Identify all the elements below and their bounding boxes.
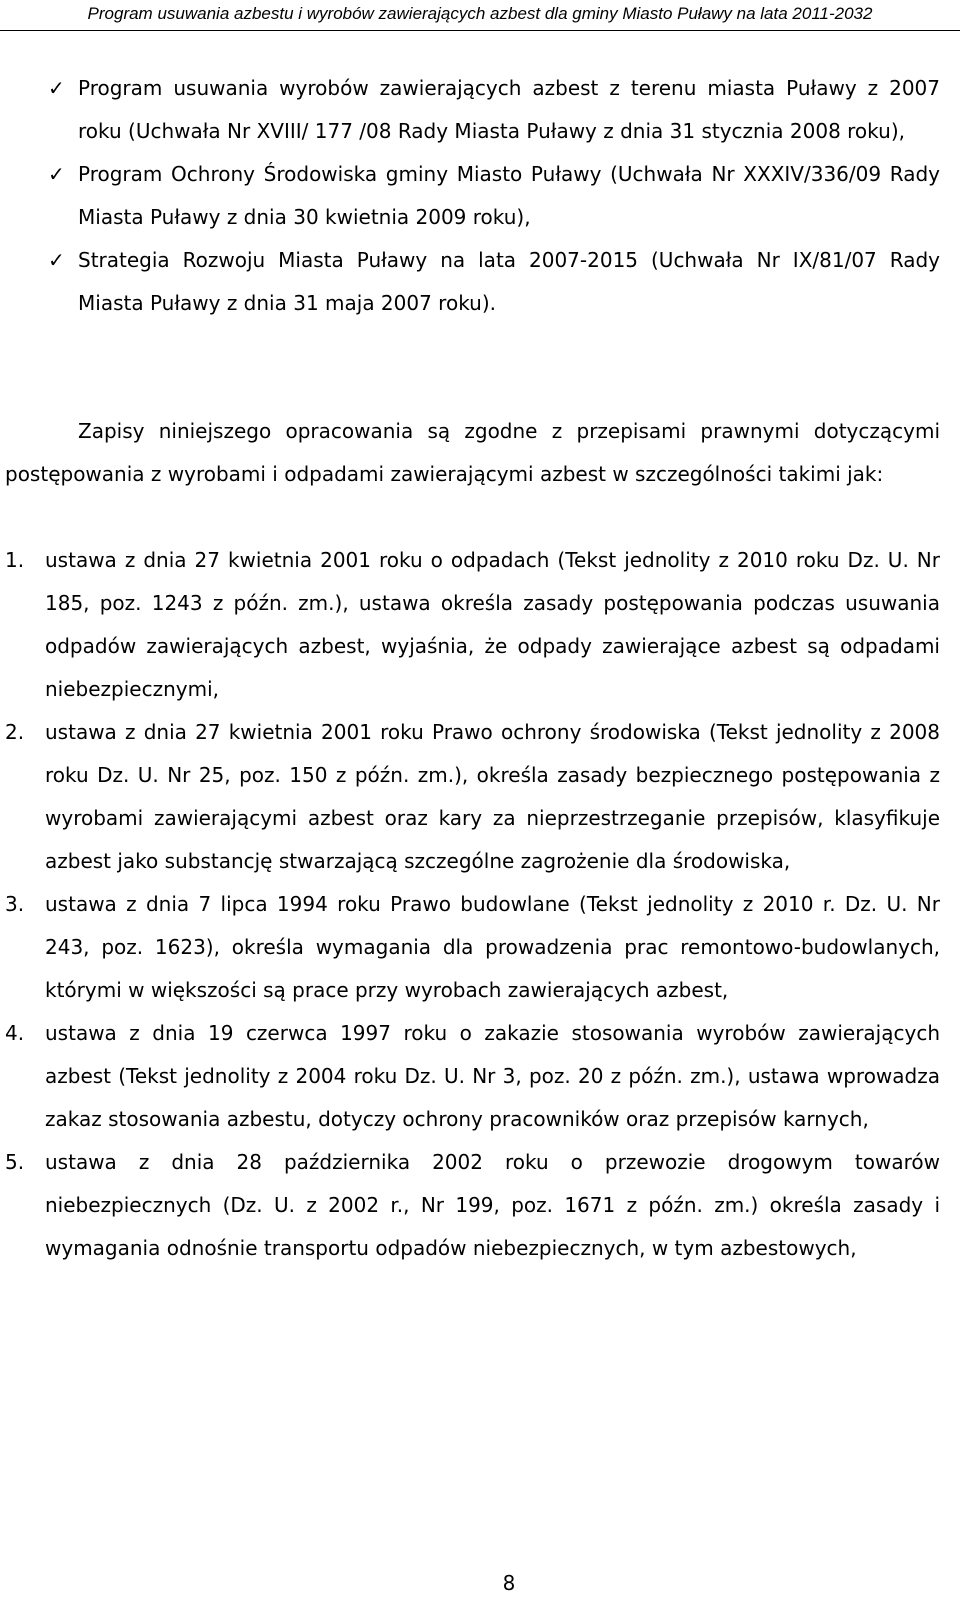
law-number: 3.: [5, 892, 25, 916]
checklist-item-text: Program usuwania wyrobów zawierających azbest z terenu miasta Puławy z 2007 roku (Uchwała Nr XVIII/ 177 /08 Rady Miasta Puławy z dnia 31 stycznia 2008 roku),: [78, 76, 940, 143]
checklist-item-text: Program Ochrony Środowiska gminy Miasto Puławy (Uchwała Nr XXXIV/336/09 Rady Miasta Puławy z dnia 30 kwietnia 2009 roku),: [78, 162, 940, 229]
page-number: 8: [502, 1571, 516, 1595]
law-number: 5.: [5, 1150, 25, 1174]
law-text: ustawa z dnia 28 października 2002 roku o przewozie drogowym towarów niebezpiecznych (Dz. U. z 2002 r., Nr 199, poz. 1671 z późn. zm.) określa zasady i wymagania odnośnie transportu odpadów niebezpiecznych, w tym azbestowych,: [45, 1150, 940, 1260]
law-text: ustawa z dnia 19 czerwca 1997 roku o zakazie stosowania wyrobów zawierających azbest (Tekst jednolity z 2004 roku Dz. U. Nr 3, poz. 20 z późn. zm.), ustawa wprowadza zakaz stosowania azbestu, dotyczy ochrony pracowników oraz przepisów karnych,: [45, 1021, 940, 1131]
law-text: ustawa z dnia 27 kwietnia 2001 roku o odpadach (Tekst jednolity z 2010 roku Dz. U. Nr 185, poz. 1243 z późn. zm.), ustawa określa zasady postępowania podczas usuwania odpadów zawierających azbest, wyjaśnia, że odpady zawierające azbest są odpadami niebezpiecznymi,: [45, 548, 940, 701]
law-item: [0, 883, 940, 1012]
law-number: 4.: [5, 1021, 25, 1045]
checklist-item: [0, 67, 940, 153]
law-number: 2.: [5, 720, 25, 744]
checkmark-icon: ✓: [48, 248, 65, 272]
law-item: [0, 1141, 940, 1270]
legislation-list: [0, 539, 940, 1270]
checklist-item: [0, 153, 940, 239]
law-text: ustawa z dnia 7 lipca 1994 roku Prawo budowlane (Tekst jednolity z 2010 r. Dz. U. Nr 243, poz. 1623), określa wymagania dla prowadzenia prac remontowo-budowlanych, którymi w większości są prace przy wyrobach zawierających azbest,: [45, 892, 940, 1002]
checkmark-icon: ✓: [48, 162, 65, 186]
document-title: Program usuwania azbestu i wyrobów zawierających azbest dla gminy Miasto Puławy na lata 2011-2032: [87, 4, 873, 23]
checkmark-icon: ✓: [48, 76, 65, 100]
intro-paragraph: Zapisy niniejszego opracowania są zgodne z przepisami prawnymi dotyczącymi postępowania z wyrobami i odpadami zawierającymi azbest w szczególności takimi jak:: [5, 419, 940, 486]
checklist-item: [0, 239, 940, 325]
law-item: [0, 1012, 940, 1141]
law-item: [0, 711, 940, 883]
programs-checklist: [0, 67, 940, 325]
law-item: [0, 539, 940, 711]
law-text: ustawa z dnia 27 kwietnia 2001 roku Prawo ochrony środowiska (Tekst jednolity z 2008 roku Dz. U. Nr 25, poz. 150 z późn. zm.), określa zasady bezpiecznego postępowania z wyrobami zawierającymi azbest oraz kary za nieprzestrzeganie przepisów, klasyfikuje azbest jako substancję stwarzającą szczególne zagrożenie dla środowiska,: [45, 720, 940, 873]
page-header: [0, 0, 960, 31]
checklist-item-text: Strategia Rozwoju Miasta Puławy na lata 2007-2015 (Uchwała Nr IX/81/07 Rady Miasta Puławy z dnia 31 maja 2007 roku).: [78, 248, 940, 315]
law-number: 1.: [5, 548, 25, 572]
